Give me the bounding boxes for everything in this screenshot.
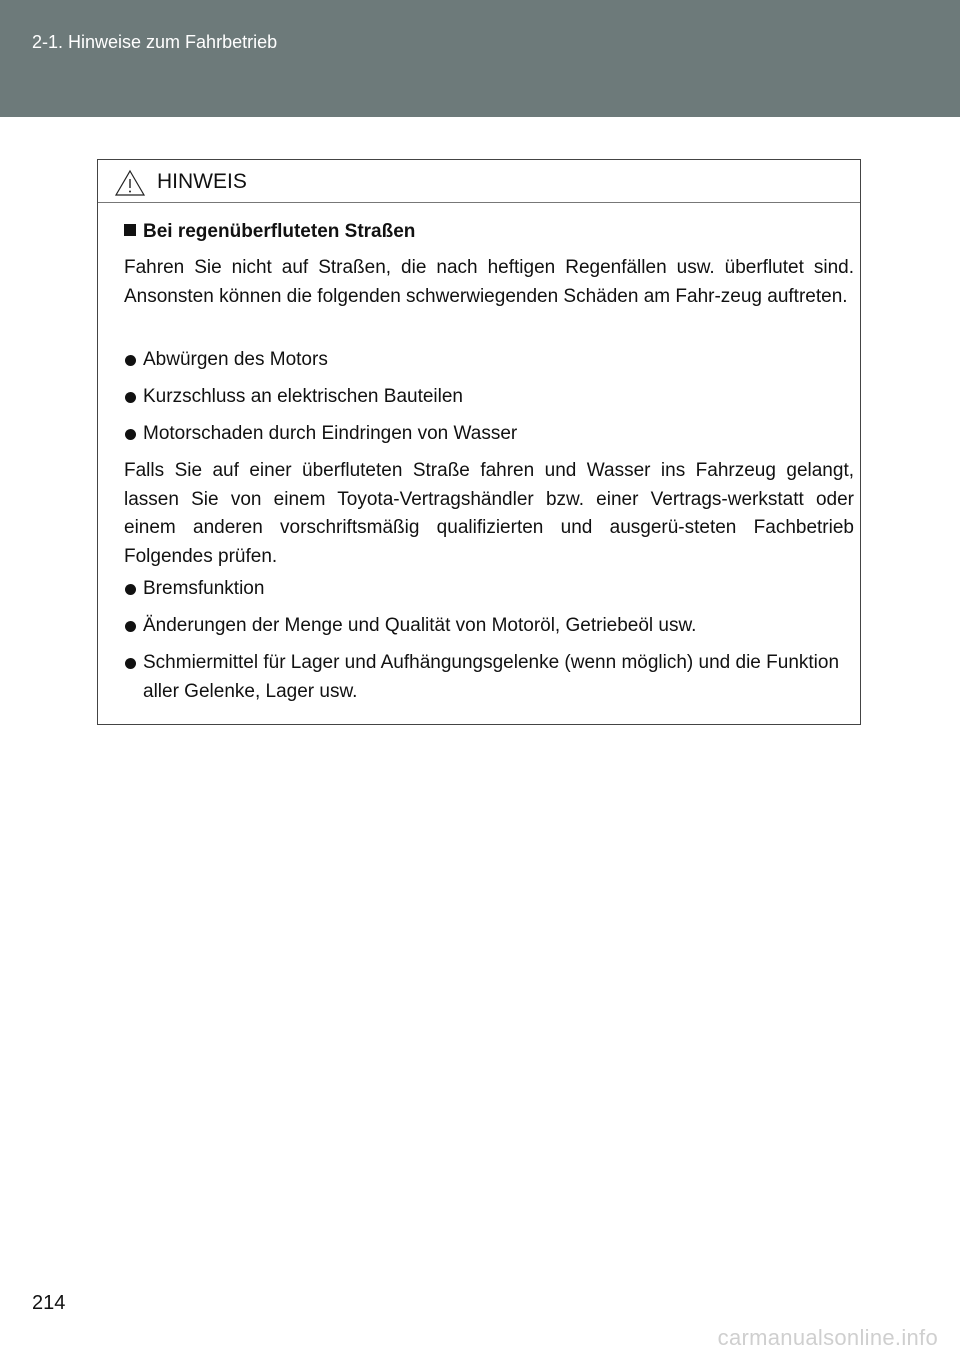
bullet-dot-icon: [125, 621, 136, 632]
square-bullet-icon: [124, 224, 136, 236]
notice-header: [98, 160, 860, 203]
section-title: 2-1. Hinweise zum Fahrbetrieb: [32, 32, 278, 52]
list-item: [124, 383, 854, 412]
list-item: [124, 649, 854, 706]
list-item-text: Schmiermittel für Lager und Aufhängungsgelenke (wenn möglich) und die Funktion aller Gelenke, Lager usw.: [143, 652, 840, 702]
list-item-text: Abwürgen des Motors: [143, 349, 328, 370]
intro-paragraph: Fahren Sie nicht auf Straßen, die nach heftigen Regenfällen usw. überflutet sind. Ansonsten können die folgenden schwerwiegenden Schäden am Fahr-zeug auftreten.: [124, 257, 854, 307]
page-number: 214: [32, 1292, 66, 1314]
list-item-text: Bremsfunktion: [143, 578, 265, 599]
bullet-dot-icon: [125, 355, 136, 366]
list-item-text: Kurzschluss an elektrischen Bauteilen: [143, 386, 464, 407]
bullet-dot-icon: [125, 429, 136, 440]
instruction-paragraph: Falls Sie auf einer überfluteten Straße fahren und Wasser ins Fahrzeug gelangt, lassen Sie von einem Toyota-Vertragshändler bzw. einer Vertrags-werkstatt oder einem anderen vorschriftsmäßig qualifizierten und ausgerü-steten Fachbetrieb Folgendes prüfen.: [124, 460, 854, 567]
notice-heading: [124, 221, 415, 243]
list-item: [124, 346, 854, 375]
list-item-text: Änderungen der Menge und Qualität von Motoröl, Getriebeöl usw.: [143, 615, 697, 636]
warning-triangle-icon: [114, 169, 146, 197]
bullet-dot-icon: [125, 584, 136, 595]
list-item-text: Motorschaden durch Eindringen von Wasser: [143, 423, 518, 444]
notice-box: [97, 159, 861, 725]
list-item: [124, 575, 854, 604]
watermark: carmanualsonline.info: [717, 1325, 938, 1350]
bullet-dot-icon: [125, 658, 136, 669]
notice-title: HINWEIS: [157, 170, 247, 193]
bullet-dot-icon: [125, 392, 136, 403]
list-item: [124, 612, 854, 641]
list-item: [124, 420, 854, 449]
section-header-bar: [0, 0, 960, 117]
notice-heading-text: Bei regenüberfluteten Straßen: [143, 221, 416, 242]
